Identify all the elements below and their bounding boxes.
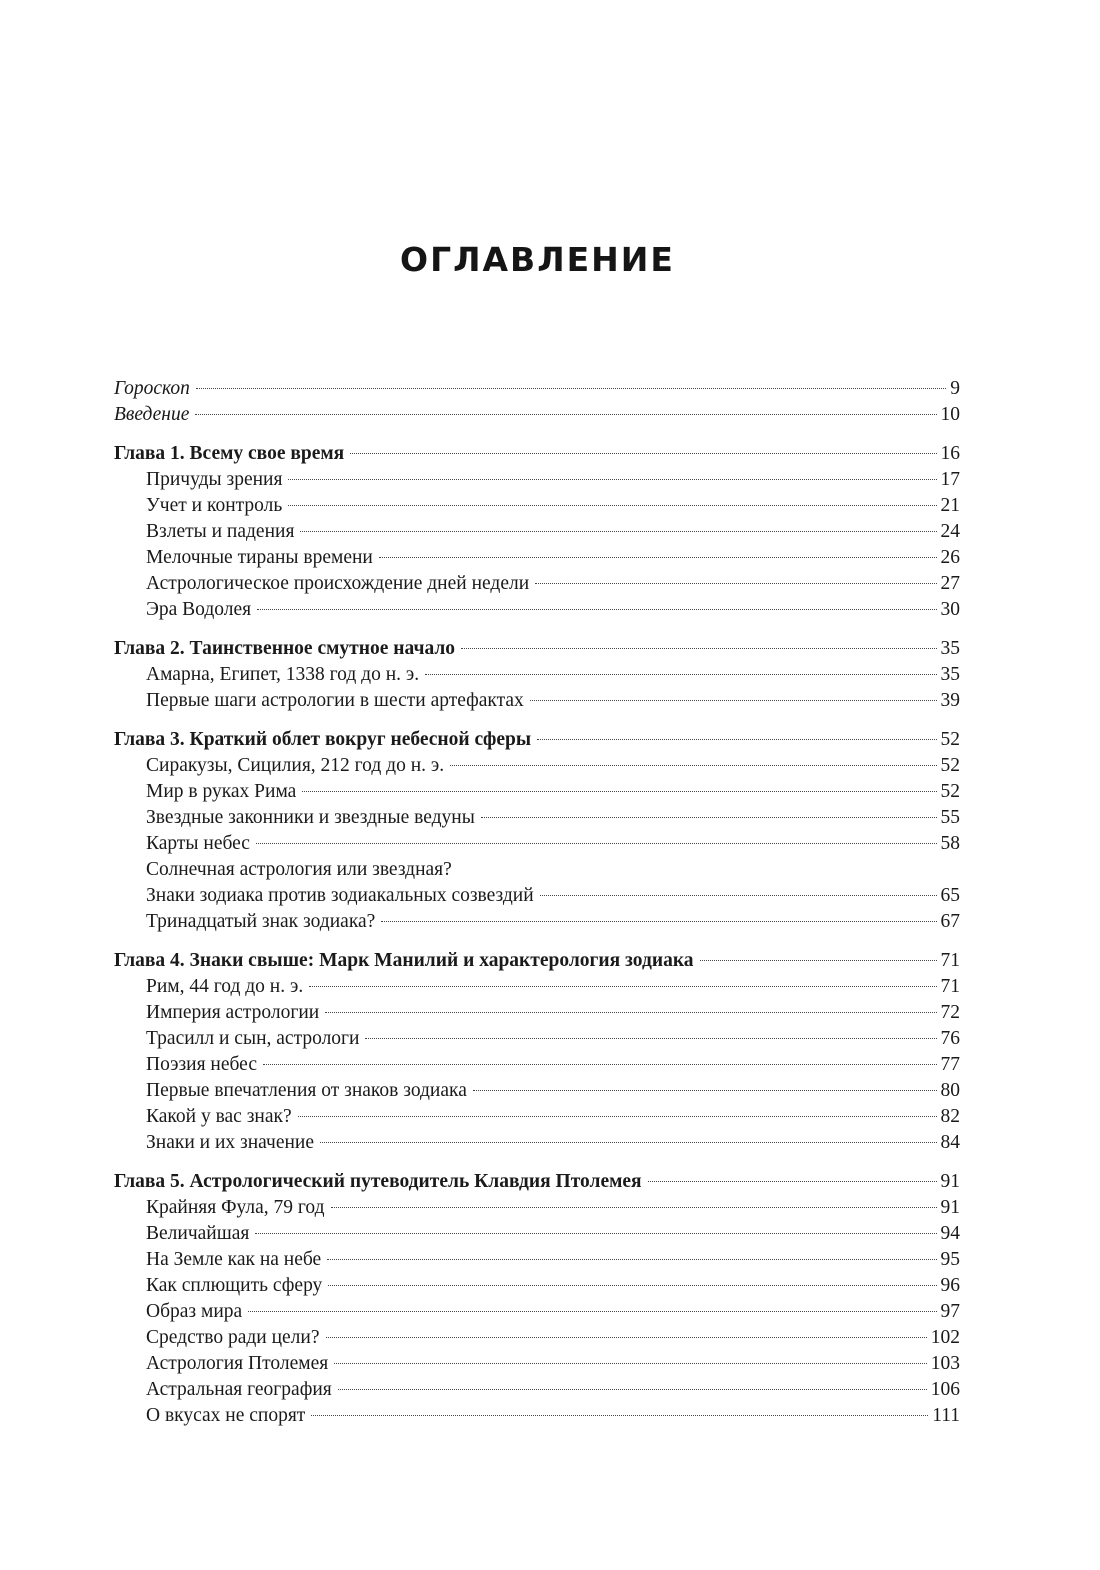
toc-section [114,1000,960,1026]
dot-leader [365,1038,936,1039]
dot-leader [700,960,937,961]
dot-leader [331,1207,937,1208]
page-title: ОГЛАВЛЕНИЕ [400,240,675,279]
toc-chapter-2 [114,636,960,714]
dot-leader [535,583,936,584]
dot-leader [325,1012,936,1013]
section-title: Мир в руках Рима [146,781,297,802]
section-page: 24 [940,521,960,542]
toc-section [114,1377,960,1403]
dot-leader [481,817,937,818]
section-page: 84 [940,1132,960,1153]
section-title: Тринадцатый знак зодиака? [146,911,376,932]
section-page: 52 [940,755,960,776]
dot-leader [327,1259,936,1260]
section-page: 102 [930,1327,960,1348]
toc-entry-title: Введение [114,404,190,425]
section-page: 52 [940,781,960,802]
section-title: Солнечная астрология или звездная? [146,859,452,880]
toc-entry-page: 10 [940,404,960,425]
toc-chapter-heading [114,948,960,974]
chapter-title: Глава 1. Всему свое время [114,443,345,464]
toc-section [114,597,960,623]
dot-leader [309,986,936,987]
dot-leader [320,1142,936,1143]
section-title: О вкусах не спорят [146,1405,306,1426]
section-title: Первые шаги астрологии в шести артефактах [146,690,524,711]
section-page: 77 [940,1054,960,1075]
chapter-title: Глава 5. Астрологический путеводитель Клавдия Птолемея [114,1171,642,1192]
section-title: Образ мира [146,1301,243,1322]
section-page: 55 [940,807,960,828]
dot-leader [195,414,936,415]
section-title: Амарна, Египет, 1338 год до н. э. [146,664,420,685]
section-title: Взлеты и падения [146,521,295,542]
dot-leader [302,791,936,792]
section-page: 67 [940,911,960,932]
toc-entry-title: Гороскоп [114,378,190,399]
dot-leader [255,1233,936,1234]
section-page: 71 [940,976,960,997]
dot-leader [326,1337,927,1338]
section-title: Сиракузы, Сицилия, 212 год до н. э. [146,755,445,776]
section-title: Мелочные тираны времени [146,547,373,568]
dot-leader [381,921,936,922]
dot-leader [450,765,936,766]
toc-section [114,1052,960,1078]
section-page: 103 [930,1353,960,1374]
dot-leader [311,1415,928,1416]
section-page: 35 [940,664,960,685]
section-page: 72 [940,1002,960,1023]
section-page: 82 [940,1106,960,1127]
section-title: Первые впечатления от знаков зодиака [146,1080,467,1101]
chapter-page: 16 [940,443,960,464]
toc-section [114,1195,960,1221]
toc-section [114,467,960,493]
toc-chapter-heading [114,636,960,662]
section-title: Причуды зрения [146,469,283,490]
toc-section [114,1325,960,1351]
dot-leader [256,843,937,844]
dot-leader [263,1064,937,1065]
toc-section [114,857,960,883]
toc-entry-horoscope [114,376,960,402]
section-page: 91 [940,1197,960,1218]
section-title: Звездные законники и звездные ведуны [146,807,475,828]
section-page: 30 [940,599,960,620]
chapter-page: 35 [940,638,960,659]
toc-section [114,545,960,571]
toc-section [114,571,960,597]
toc-section [114,1247,960,1273]
toc-entry-page: 9 [950,378,960,399]
dot-leader [248,1311,936,1312]
dot-leader [328,1285,936,1286]
toc-section [114,779,960,805]
toc-chapter-heading [114,1169,960,1195]
dot-leader [540,895,937,896]
section-title: Знаки и их значение [146,1132,315,1153]
dot-leader [461,648,936,649]
section-page: 58 [940,833,960,854]
toc-chapter-heading [114,441,960,467]
section-title: Поэзия небес [146,1054,257,1075]
section-title: Астральная география [146,1379,332,1400]
section-title: Империя астрологии [146,1002,320,1023]
toc-section [114,1403,960,1429]
toc-section [114,662,960,688]
toc-section [114,519,960,545]
toc-section [114,1130,960,1156]
section-title: Учет и контроль [146,495,283,516]
toc-section [114,1351,960,1377]
dot-leader [537,739,936,740]
section-title: Какой у вас знак? [146,1106,292,1127]
toc-section [114,1299,960,1325]
section-title: Астрологическое происхождение дней недели [146,573,530,594]
toc-section [114,1221,960,1247]
dot-leader [300,531,936,532]
section-title: Величайшая [146,1223,250,1244]
section-title: Рим, 44 год до н. э. [146,976,304,997]
toc-chapter-1 [114,441,960,623]
section-title: На Земле как на небе [146,1249,322,1270]
toc-section [114,1104,960,1130]
toc-section [114,493,960,519]
section-page: 94 [940,1223,960,1244]
section-title: Как сплющить сферу [146,1275,323,1296]
section-page: 39 [940,690,960,711]
section-page: 27 [940,573,960,594]
toc-entry-introduction [114,402,960,428]
chapter-page: 52 [940,729,960,750]
dot-leader [350,453,936,454]
section-page: 65 [940,885,960,906]
dot-leader [298,1116,937,1117]
section-page: 97 [940,1301,960,1322]
toc-section [114,753,960,779]
section-page: 17 [940,469,960,490]
chapter-title: Глава 3. Краткий облет вокруг небесной сферы [114,729,532,750]
chapter-page: 91 [940,1171,960,1192]
dot-leader [338,1389,927,1390]
dot-leader [425,674,936,675]
table-of-contents [114,376,960,1442]
section-page: 111 [932,1405,960,1426]
dot-leader [288,479,936,480]
toc-prelims [114,376,960,428]
toc-chapter-3 [114,727,960,935]
section-title: Трасилл и сын, астрологи [146,1028,360,1049]
section-title: Эра Водолея [146,599,252,620]
dot-leader [257,609,936,610]
section-page: 21 [940,495,960,516]
section-page: 80 [940,1080,960,1101]
chapter-title: Глава 2. Таинственное смутное начало [114,638,456,659]
section-page: 26 [940,547,960,568]
dot-leader [288,505,936,506]
toc-chapter-4 [114,948,960,1156]
toc-section [114,909,960,935]
section-page: 76 [940,1028,960,1049]
dot-leader [334,1363,927,1364]
dot-leader [473,1090,937,1091]
toc-section [114,1078,960,1104]
section-title: Знаки зодиака против зодиакальных созвездий [146,885,534,906]
toc-section [114,1273,960,1299]
section-page: 96 [940,1275,960,1296]
toc-section [114,688,960,714]
dot-leader [379,557,937,558]
section-page: 95 [940,1249,960,1270]
toc-section [114,831,960,857]
toc-section [114,974,960,1000]
chapter-title: Глава 4. Знаки свыше: Марк Манилий и характерология зодиака [114,950,694,971]
section-page: 106 [930,1379,960,1400]
section-title: Крайняя Фула, 79 год [146,1197,325,1218]
section-title: Астрология Птолемея [146,1353,329,1374]
toc-section [114,883,960,909]
dot-leader [648,1181,937,1182]
dot-leader [530,700,937,701]
toc-section [114,805,960,831]
section-title: Средство ради цели? [146,1327,320,1348]
toc-chapter-5 [114,1169,960,1429]
toc-section [114,1026,960,1052]
toc-chapter-heading [114,727,960,753]
chapter-page: 71 [940,950,960,971]
dot-leader [196,388,946,389]
section-title: Карты небес [146,833,250,854]
